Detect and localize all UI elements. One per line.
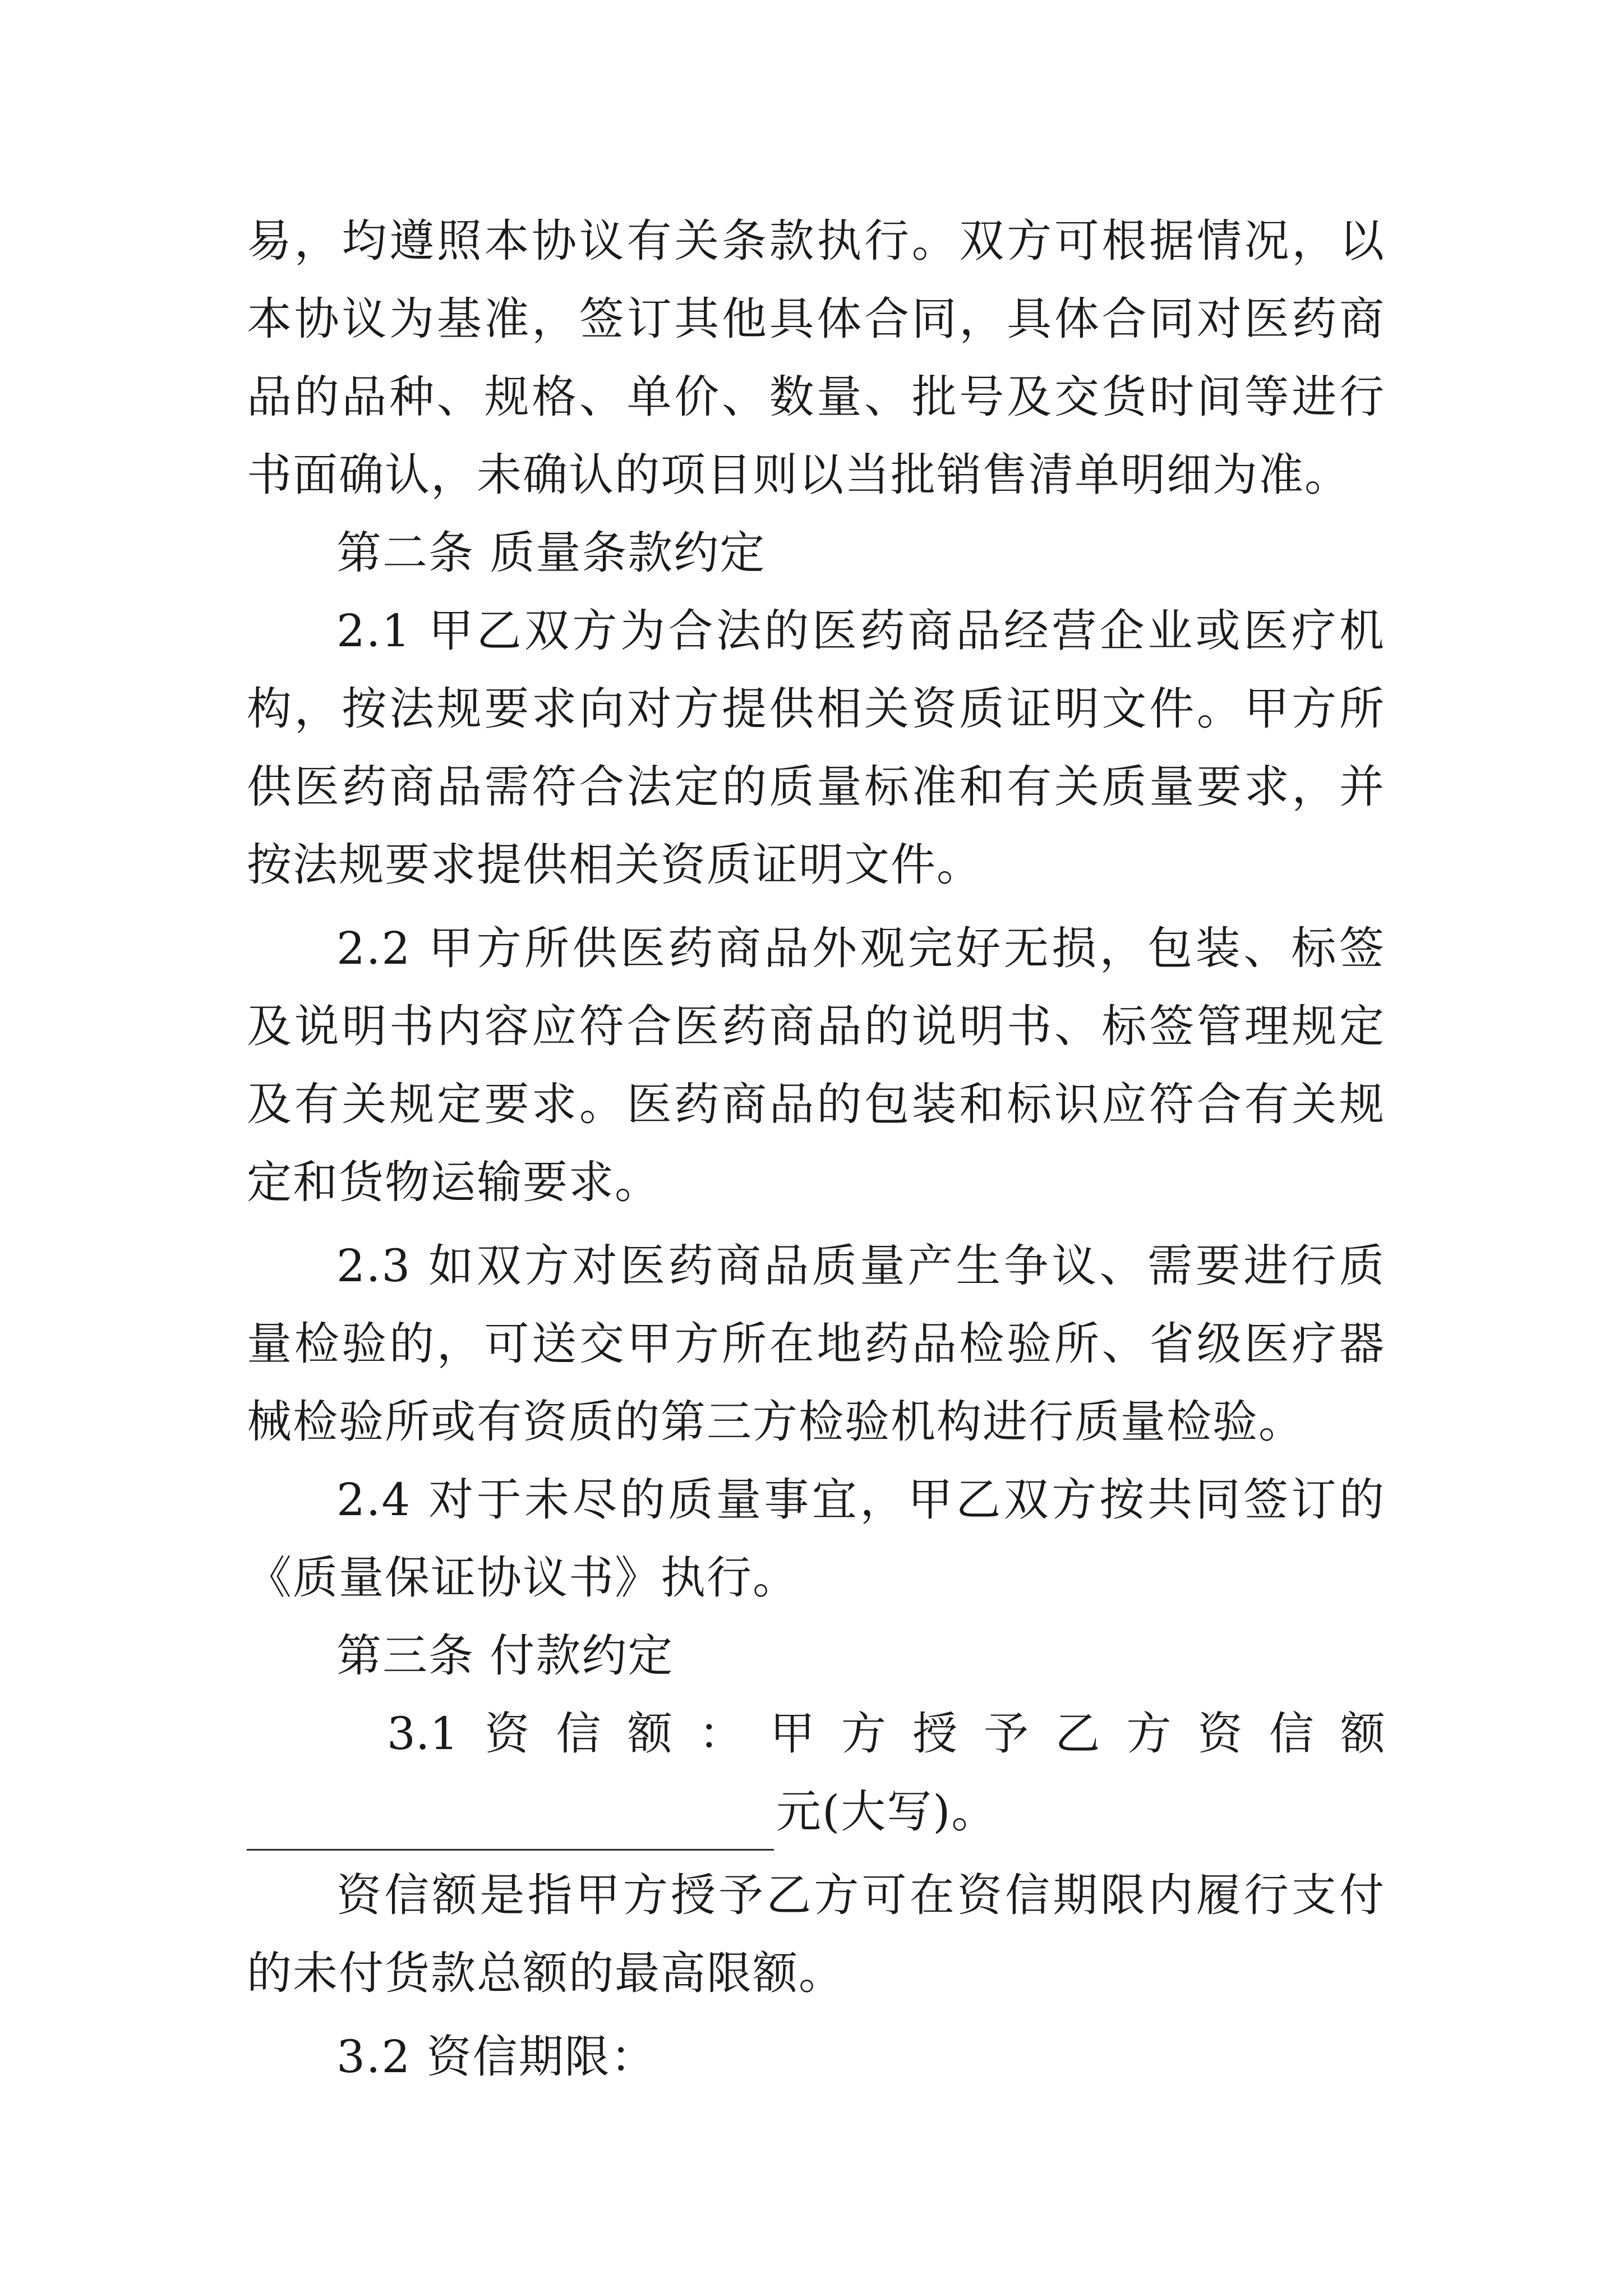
credit-word: 方	[1126, 1708, 1172, 1760]
credit-word: 授	[912, 1708, 958, 1760]
credit-word: 资	[485, 1708, 530, 1760]
credit-word: 乙	[1055, 1708, 1100, 1760]
credit-word: ：	[698, 1708, 744, 1760]
credit-amount-words	[387, 1695, 1385, 1773]
document-body	[247, 202, 1385, 2096]
credit-amount-suffix: 元(大写)。	[776, 1786, 998, 1838]
credit-amount-blank[interactable]	[247, 1793, 774, 1851]
clause-2-2: 2.2 甲方所供医药商品外观完好无损，包装、标签及说明书内容应符合医药商品的说明书、标签管理规定及有关规定要求。医药商品的包装和标识应符合有关规定和货物运输要求。	[247, 922, 1385, 1208]
credit-word: 3.1	[387, 1708, 459, 1760]
section-heading-2: 第二条 质量条款约定	[336, 527, 766, 579]
credit-amount-blank-line	[247, 1773, 1385, 1851]
credit-word: 额	[1340, 1708, 1385, 1760]
clause-3-2-credit-period: 3.2 资信期限：	[336, 2031, 657, 2083]
credit-word: 额	[627, 1708, 672, 1760]
credit-word: 信	[1269, 1708, 1314, 1760]
clause-2-3: 2.3 如双方对医药商品质量产生争议、需要进行质量检验的，可送交甲方所在地药品检验所、省级医疗器械检验所或有资质的第三方检验机构进行质量检验。	[247, 1240, 1385, 1448]
credit-word: 信	[556, 1708, 601, 1760]
section-heading-3: 第三条 付款约定	[336, 1630, 674, 1682]
credit-word: 甲	[769, 1708, 815, 1760]
clause-2-4: 2.4 对于未尽的质量事宜，甲乙双方按共同签订的《质量保证协议书》执行。	[247, 1474, 1385, 1604]
credit-amount-definition: 资信额是指甲方授予乙方可在资信期限内履行支付的未付货款总额的最高限额。	[247, 1869, 1385, 1999]
clause-2-1: 2.1 甲乙双方为合法的医药商品经营企业或医疗机构，按法规要求向对方提供相关资质证明文件。甲方所供医药商品需符合法定的质量标准和有关质量要求，并按法规要求提供相关资质证明文件。	[247, 605, 1385, 891]
credit-word: 资	[1197, 1708, 1243, 1760]
credit-word: 予	[984, 1708, 1029, 1760]
credit-word: 方	[841, 1708, 886, 1760]
paragraph-continuation: 易，均遵照本协议有关条款执行。双方可根据情况，以本协议为基准，签订其他具体合同，具体合同对医药商品的品种、规格、单价、数量、批号及交货时间等进行书面确认，未确认的项目则以当批销售清单明细为准。	[247, 215, 1385, 501]
clause-3-1-credit-amount	[247, 1695, 1385, 1773]
